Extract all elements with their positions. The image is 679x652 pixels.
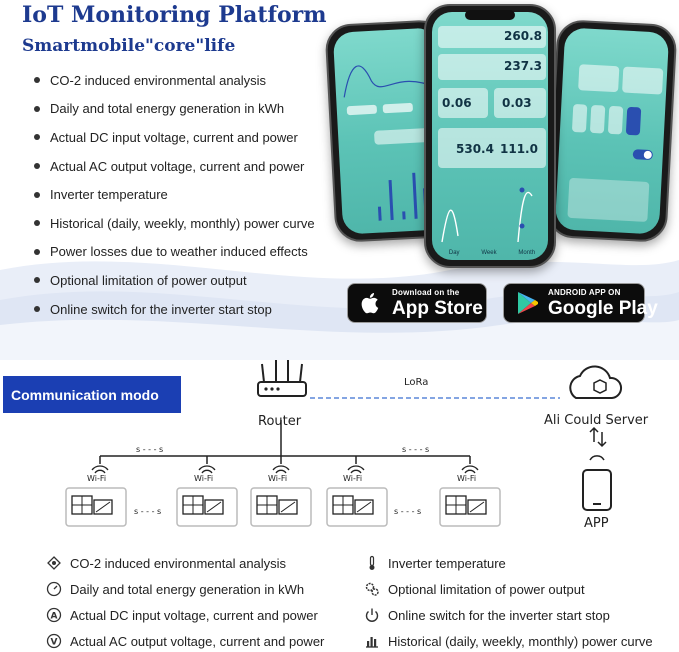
- bottom-feature-item: Inverter temperature: [364, 555, 506, 571]
- phone-tabs: [438, 250, 546, 260]
- page-title: IoT Monitoring Platform: [22, 2, 327, 28]
- value-card: [608, 106, 623, 135]
- double-arrow-icon: [590, 428, 606, 446]
- amp-icon: [46, 607, 62, 623]
- thermometer-icon: [364, 555, 380, 571]
- svg-text:s - - - s: s - - - s: [394, 507, 422, 516]
- server-label: Ali Could Server: [544, 413, 649, 428]
- bottom-feature-item: V Actual AC output voltage, current and power: [46, 633, 324, 649]
- toggle-switch[interactable]: [633, 149, 653, 160]
- gears-icon: [364, 581, 380, 597]
- co2-icon: [46, 555, 62, 571]
- feature-item: Optional limitation of power output: [34, 266, 315, 295]
- reading-card: 260.8: [438, 26, 546, 48]
- bullet-icon: [34, 134, 40, 140]
- app-store-button[interactable]: [347, 283, 487, 323]
- power-icon: [364, 607, 380, 623]
- svg-text:s - - - s: s - - - s: [134, 507, 162, 516]
- volt-icon: [46, 633, 62, 649]
- gauge-icon: [46, 581, 62, 597]
- value-card: [578, 64, 619, 92]
- wifi-label: Wi-Fi: [457, 474, 477, 483]
- phone-icon: [583, 456, 611, 510]
- tab-week[interactable]: Week: [481, 250, 497, 256]
- phone-center: [424, 4, 556, 268]
- feature-list: [34, 66, 315, 323]
- google-play-small-text: ANDROID APP ON: [548, 287, 621, 297]
- app-store-small-text: Download on the: [392, 287, 460, 297]
- svg-text:A: A: [50, 611, 58, 622]
- feature-item: Power losses due to weather induced effects: [34, 238, 315, 267]
- info-card: [567, 178, 649, 222]
- reading-card: 237.3: [438, 54, 546, 80]
- value-card: [622, 67, 663, 95]
- bar-chart-icon: [364, 633, 380, 649]
- phone-screen: [555, 27, 669, 234]
- tab-day[interactable]: Day: [448, 250, 460, 256]
- phone-notch: [465, 10, 515, 20]
- feature-item: Actual DC input voltage, current and power: [34, 123, 315, 152]
- lora-label: LoRa: [404, 377, 429, 388]
- bottom-feature-item: Historical (daily, weekly, monthly) power curve: [364, 633, 653, 649]
- bullet-icon: [34, 277, 40, 283]
- bullet-icon: [34, 306, 40, 312]
- bottom-feature-item: Optional limitation of power output: [364, 581, 585, 597]
- reading-card: 530.4 111.0: [438, 128, 546, 168]
- google-play-icon: [512, 288, 542, 318]
- app-store-large-text: App Store: [392, 297, 483, 319]
- phone-right: [546, 19, 677, 243]
- feature-item: Historical (daily, weekly, monthly) power curve: [34, 209, 315, 238]
- feature-item: Inverter temperature: [34, 180, 315, 209]
- page-subtitle: Smartmobile"core"life: [22, 36, 236, 56]
- feature-item: Actual AC output voltage, current and power: [34, 152, 315, 181]
- bottom-feature-item: Daily and total energy generation in kWh: [46, 581, 304, 597]
- bullet-icon: [34, 106, 40, 112]
- router-label: Router: [258, 414, 302, 429]
- power-curve-graph: [438, 176, 546, 246]
- wifi-label: Wi-Fi: [87, 474, 107, 483]
- value-card: [590, 105, 605, 134]
- reading-card: 0.06: [438, 88, 488, 118]
- apple-icon: [356, 288, 386, 318]
- wifi-icons: [92, 466, 478, 473]
- communication-label: Communication modo: [3, 376, 181, 413]
- bullet-icon: [34, 249, 40, 255]
- svg-text:s - - - s: s - - - s: [136, 445, 164, 454]
- feature-item: Online switch for the inverter start stop: [34, 295, 315, 324]
- wifi-label: Wi-Fi: [343, 474, 363, 483]
- cloud-icon: [570, 366, 621, 398]
- wifi-label: Wi-Fi: [194, 474, 214, 483]
- bullet-icon: [34, 163, 40, 169]
- tab-pill: [347, 105, 377, 116]
- app-label: APP: [584, 516, 609, 531]
- bottom-feature-item: A Actual DC input voltage, current and power: [46, 607, 318, 623]
- reading-card: 0.03: [494, 88, 546, 118]
- tab-pill: [383, 103, 413, 114]
- router-icon: [258, 360, 306, 396]
- feature-item: CO-2 induced environmental analysis: [34, 66, 315, 95]
- svg-text:s - - - s: s - - - s: [402, 445, 430, 454]
- tab-month[interactable]: Month: [518, 250, 536, 256]
- wifi-label: Wi-Fi: [268, 474, 288, 483]
- feature-item: Daily and total energy generation in kWh: [34, 95, 315, 124]
- phone-screen: [432, 12, 548, 260]
- bottom-feature-item: Online switch for the inverter start stop: [364, 607, 610, 623]
- svg-text:V: V: [50, 637, 58, 648]
- bottom-feature-item: CO-2 induced environmental analysis: [46, 555, 286, 571]
- google-play-large-text: Google Play: [548, 297, 658, 319]
- bullet-icon: [34, 77, 40, 83]
- value-card: [572, 104, 587, 133]
- communication-diagram: [0, 360, 679, 540]
- bullet-icon: [34, 192, 40, 198]
- google-play-button[interactable]: [503, 283, 658, 323]
- bullet-icon: [34, 220, 40, 226]
- value-card: [626, 107, 641, 136]
- inverter-devices: [66, 488, 500, 526]
